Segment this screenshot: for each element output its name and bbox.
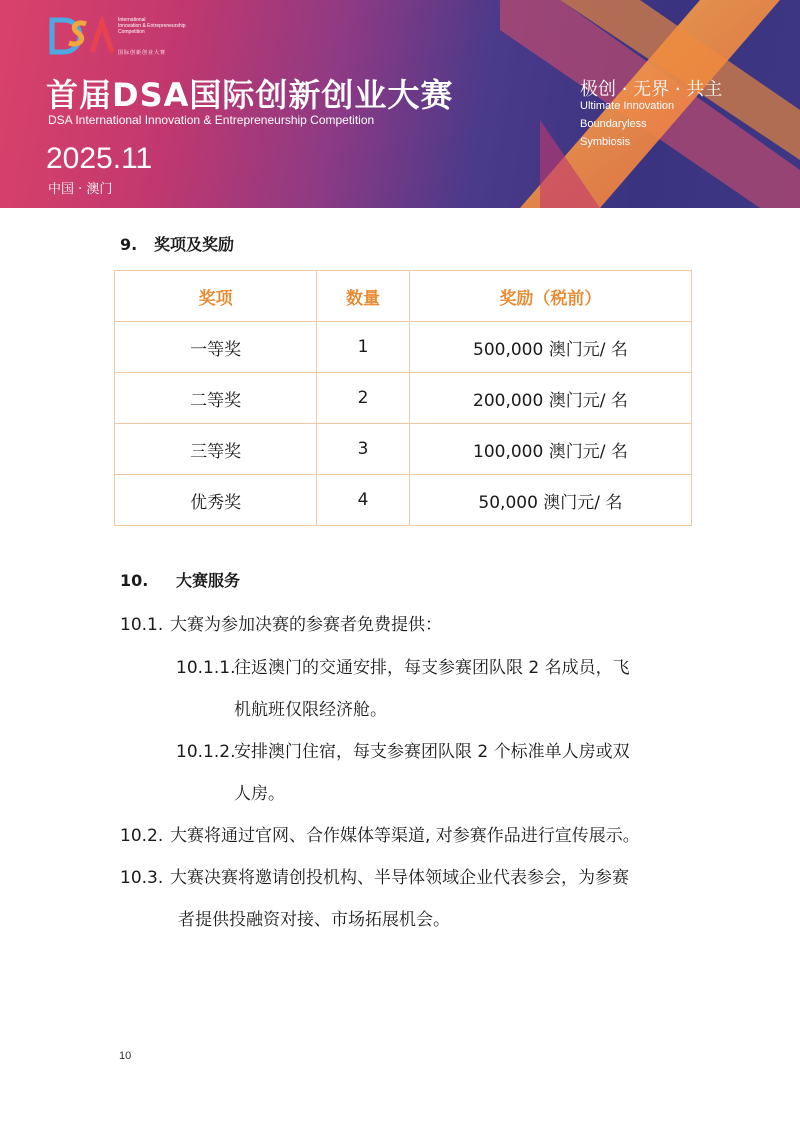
item-10-1	[120, 610, 442, 635]
cell-quantity: 3	[317, 424, 410, 475]
table-row	[115, 475, 692, 526]
cell-reward: 50,000 澳门元/ 名	[409, 475, 691, 526]
cell-award: 三等奖	[115, 424, 317, 475]
header-quantity: 数量	[317, 271, 410, 322]
section-10-title: 大赛服务	[176, 571, 241, 590]
table-row	[115, 373, 692, 424]
cell-reward: 500,000 澳门元/ 名	[409, 322, 691, 373]
item-text: 安排澳门住宿，每支参赛团队限 2 个标准单人房或双	[234, 742, 630, 762]
banner-slogan: 极创 · 无界 · 共主	[580, 79, 723, 100]
section-9-title: 奖项及奖励	[154, 235, 235, 254]
cell-award: 优秀奖	[115, 475, 317, 526]
item-number: 10.3.	[120, 868, 164, 888]
table-row	[115, 322, 692, 373]
item-number: 10.1.2.	[176, 742, 236, 762]
item-number: 10.2.	[120, 826, 164, 846]
header-banner	[0, 0, 800, 208]
item-10-1-1-continuation: 机航班仅限经济舱。	[234, 700, 387, 720]
cell-award: 二等奖	[115, 373, 317, 424]
dsa-logo	[48, 14, 118, 60]
cell-reward: 200,000 澳门元/ 名	[409, 373, 691, 424]
page-number: 10	[119, 1050, 132, 1062]
section-10-number: 10.	[120, 571, 149, 590]
cell-quantity: 2	[317, 373, 410, 424]
item-text: 大赛将通过官网、合作媒体等渠道, 对参赛作品进行宣传展示。	[170, 826, 640, 846]
item-10-3	[120, 863, 629, 888]
item-text: 往返澳门的交通安排，每支参赛团队限 2 名成员，飞	[234, 658, 630, 678]
table-header-row	[115, 271, 692, 322]
section-9-number: 9.	[120, 235, 138, 254]
item-text: 大赛决赛将邀请创投机构、半导体领域企业代表参会，为参赛	[170, 868, 629, 888]
header-reward: 奖励（税前）	[409, 271, 691, 322]
item-number: 10.1.	[120, 615, 164, 635]
table-row	[115, 424, 692, 475]
header-award: 奖项	[115, 271, 317, 322]
prize-table	[114, 270, 692, 526]
item-10-3-continuation: 者提供投融资对接、市场拓展机会。	[178, 910, 450, 930]
banner-location: 中国 · 澳门	[48, 182, 113, 197]
section-10-heading	[120, 568, 240, 591]
section-9-heading	[120, 232, 234, 255]
item-10-1-2-continuation: 人房。	[234, 784, 285, 804]
item-text: 大赛为参加决赛的参赛者免费提供：	[170, 615, 442, 635]
cell-reward: 100,000 澳门元/ 名	[409, 424, 691, 475]
item-number: 10.1.1.	[176, 658, 236, 678]
slogan-en-line-3: Symbiosis	[580, 136, 631, 148]
logo-caption: International Innovation & Entrepreneurship Competition	[118, 17, 186, 35]
cell-award: 一等奖	[115, 322, 317, 373]
slogan-en-line-1: Ultimate Innovation	[580, 100, 675, 112]
item-10-1-1	[176, 653, 630, 678]
banner-title: 首届DSA国际创新创业大赛	[46, 76, 454, 114]
item-10-2	[120, 821, 640, 846]
slogan-en-line-2: Boundaryless	[580, 118, 647, 130]
banner-subtitle-en: DSA International Innovation & Entrepreneurship Competition	[48, 113, 375, 127]
logo-subcaption: 国际创新创业大赛	[118, 50, 167, 56]
cell-quantity: 1	[317, 322, 410, 373]
banner-date: 2025.11	[46, 142, 153, 175]
cell-quantity: 4	[317, 475, 410, 526]
item-10-1-2	[176, 737, 630, 762]
